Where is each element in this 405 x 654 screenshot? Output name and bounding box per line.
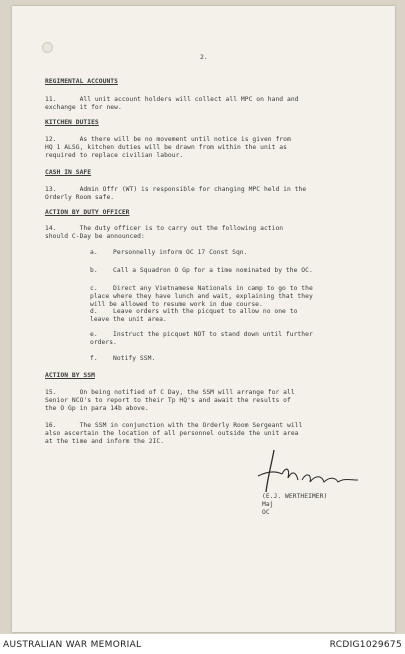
signature-name: (E.J. WERTHEIMER)	[262, 493, 328, 500]
para-12-line-2: HQ 1 ALSG, kitchen duties will be drawn from within the unit as	[45, 144, 287, 151]
item-c-line-1: c. Direct any Vietnamese Nationals in camp to go to the	[90, 285, 313, 292]
para-15-line-2: Senior NCO's to report to their Tp HQ's and await the results of	[45, 397, 291, 404]
signature-rank: Maj	[262, 501, 274, 508]
item-f: f. Notify SSM.	[90, 355, 156, 362]
item-c-line-2: place where they have lunch and wait, explaining that they	[90, 293, 313, 300]
para-12-line-1: 12. As there will be no movement until notice is given from	[45, 136, 291, 143]
para-16-line-2: also ascertain the location of all personnel outside the unit area	[45, 430, 299, 437]
para-16-line-3: at the time and inform the 2IC.	[45, 438, 165, 445]
para-15-line-3: the O Gp in para 14b above.	[45, 405, 149, 412]
para-14-line-1: 14. The duty officer is to carry out the following action	[45, 225, 284, 232]
item-e-line-2: orders.	[90, 339, 117, 346]
footer-archive-name: AUSTRALIAN WAR MEMORIAL	[3, 640, 142, 650]
signature-appointment: OC	[262, 509, 270, 516]
heading-cash-in-safe: CASH IN SAFE	[45, 169, 92, 176]
item-b: b. Call a Squadron O Gp for a time nominated by the OC.	[90, 267, 313, 274]
item-d-line-2: leave the unit area.	[90, 316, 167, 323]
para-11-line-1: 11. All unit account holders will collect all MPC on hand and	[45, 96, 299, 103]
para-11-line-2: exchange it for new.	[45, 104, 122, 111]
para-12-line-3: required to replace civilian labour.	[45, 152, 184, 159]
item-c-line-3: will be allowed to resume work in due course.	[90, 301, 263, 308]
document-page	[12, 6, 395, 632]
heading-kitchen-duties: KITCHEN DUTIES	[45, 119, 99, 126]
item-d-line-1: d. Leave orders with the picquet to allow no one to	[90, 308, 298, 315]
punch-hole	[42, 42, 53, 53]
para-14-line-2: should C-Day be announced:	[45, 233, 145, 240]
footer-record-id: RCDIG1029675	[329, 640, 402, 650]
para-16-line-1: 16. The SSM in conjunction with the Orderly Room Sergeant will	[45, 422, 303, 429]
page-number: 2.	[200, 54, 208, 61]
archive-footer	[0, 634, 405, 654]
item-a: a. Personnelly inform OC 17 Const Sqn.	[90, 249, 248, 256]
heading-regimental-accounts: REGIMENTAL ACCOUNTS	[45, 78, 118, 85]
para-13-line-2: Orderly Room safe.	[45, 194, 115, 201]
para-15-line-1: 15. On being notified of C Day, the SSM will arrange for all	[45, 389, 295, 396]
item-e-line-1: e. Instruct the picquet NOT to stand down until further	[90, 331, 313, 338]
para-13-line-1: 13. Admin Offr (WT) is responsible for changing MPC held in the	[45, 186, 307, 193]
handwritten-signature	[252, 446, 372, 498]
heading-duty-officer: ACTION BY DUTY OFFICER	[45, 209, 130, 216]
heading-ssm: ACTION BY SSM	[45, 372, 95, 379]
